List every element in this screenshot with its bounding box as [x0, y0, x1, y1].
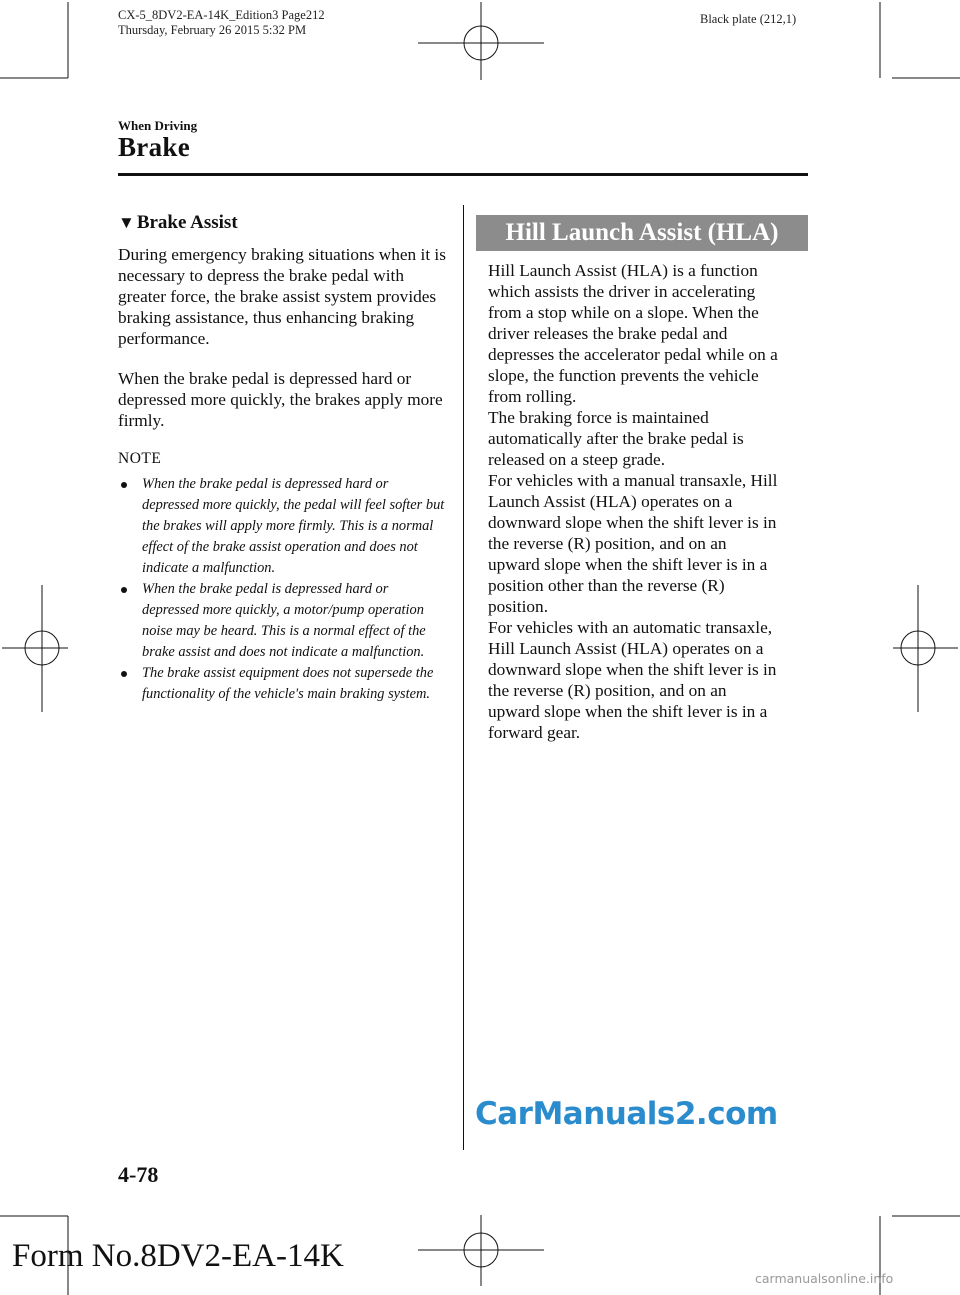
hla-line: Hill Launch Assist (HLA) is a function: [488, 261, 758, 280]
hla-line: the reverse (R) position, and on an: [488, 681, 727, 700]
page-number: 4-78: [118, 1162, 159, 1187]
registration-mark-top: [418, 2, 544, 80]
hla-line: automatically after the brake pedal is: [488, 429, 744, 448]
hla-line: released on a steep grade.: [488, 450, 666, 469]
note-list: [118, 474, 448, 705]
note-text: When the brake pedal is depressed hard or depressed more quickly, a motor/pump operation noise may be heard. This is a normal effect of the brake assist and does not indicate a malfunction.: [142, 581, 426, 660]
paragraph: During emergency braking situations when it is necessary to depress the brake pedal with greater force, the brake assist system provides braking assistance, thus enhancing braking performance.: [118, 245, 446, 348]
page-title: Brake: [118, 132, 190, 162]
hla-line: from a stop while on a slope. When the: [488, 303, 759, 322]
hla-line: Hill Launch Assist (HLA) operates on a: [488, 639, 764, 658]
hla-line: upward slope when the shift lever is in a: [488, 702, 768, 721]
hla-line: depresses the accelerator pedal while on a: [488, 345, 778, 364]
brake-assist-heading-text: Brake Assist: [136, 212, 238, 233]
hla-line: slope, the function prevents the vehicle: [488, 366, 759, 385]
hla-line: position.: [488, 597, 549, 616]
registration-mark-left: [2, 585, 68, 712]
print-info-date: Thursday, February 26 2015 5:32 PM: [118, 23, 307, 37]
hla-line: For vehicles with a manual transaxle, Hill: [488, 471, 778, 490]
note-text: The brake assist equipment does not supersede the functionality of the vehicle's main braking system.: [142, 665, 434, 702]
hla-line: driver releases the brake pedal and: [488, 324, 728, 343]
hla-line: which assists the driver in accelerating: [488, 282, 756, 301]
note-label: NOTE: [118, 450, 162, 467]
left-column: [118, 212, 448, 705]
brake-assist-heading: [118, 212, 448, 234]
down-triangle-icon: ▼: [118, 213, 135, 232]
right-column: [488, 215, 810, 743]
hla-line: The braking force is maintained: [488, 408, 709, 427]
plate-label: Black plate (212,1): [700, 12, 797, 26]
watermark-logo[interactable]: CarManuals2.com: [475, 1096, 778, 1132]
hla-line: downward slope when the shift lever is in: [488, 660, 777, 679]
registration-mark-bottom: [418, 1215, 544, 1286]
watermark-corner[interactable]: carmanualsonline.info: [755, 1271, 894, 1286]
print-info: [118, 8, 325, 38]
section-label: When Driving: [118, 118, 198, 133]
bullet-icon: [121, 482, 127, 488]
hla-line: upward slope when the shift lever is in a: [488, 555, 768, 574]
hla-line: Launch Assist (HLA) operates on a: [488, 492, 733, 511]
hla-body: [488, 260, 810, 743]
bullet-icon: [121, 671, 127, 677]
hla-line: position other than the reverse (R): [488, 576, 725, 595]
bullet-icon: [121, 587, 127, 593]
hla-line: downward slope when the shift lever is in: [488, 513, 777, 532]
hla-line: forward gear.: [488, 723, 581, 742]
note-item: [118, 663, 448, 705]
hla-line: from rolling.: [488, 387, 577, 406]
column-divider: [463, 205, 464, 1150]
form-number: Form No.8DV2-EA-14K: [12, 1238, 344, 1274]
note-item: [118, 474, 448, 579]
hla-banner: Hill Launch Assist (HLA): [476, 215, 808, 251]
print-info-file: CX-5_8DV2-EA-14K_Edition3 Page212: [118, 8, 325, 22]
title-rule: [118, 173, 808, 176]
note-text: When the brake pedal is depressed hard or depressed more quickly, the pedal will feel softer but the brakes will apply more firmly. This is a normal effect of the brake assist operation and does not indicate a malfunction.: [142, 476, 445, 576]
paragraph: When the brake pedal is depressed hard or depressed more quickly, the brakes apply more firmly.: [118, 369, 443, 430]
hla-line: For vehicles with an automatic transaxle,: [488, 618, 773, 637]
note-item: [118, 579, 448, 663]
registration-mark-right: [893, 585, 958, 712]
hla-line: the reverse (R) position, and on an: [488, 534, 727, 553]
